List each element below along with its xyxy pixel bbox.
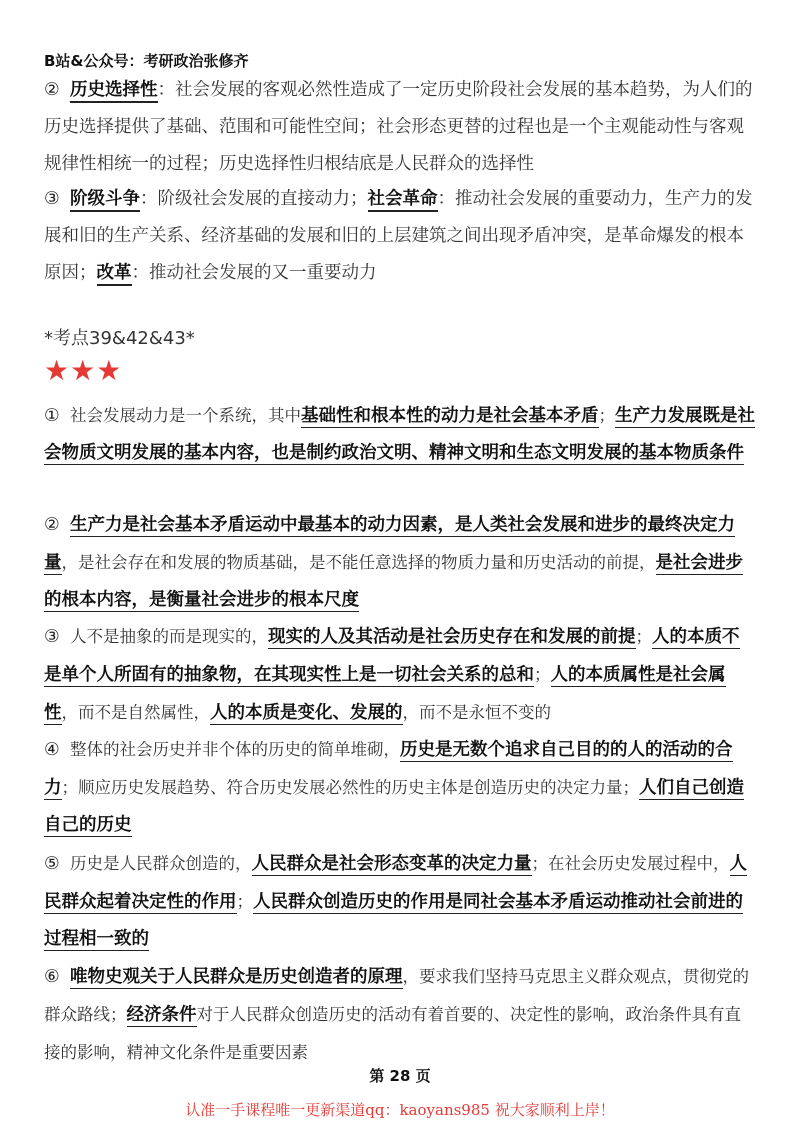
body-text: 对于人民群众创造历史的活动有着首要的、决定性的影响，政治条件具有直接的影响，精神文化条件是重要因素	[44, 1005, 741, 1062]
key-phrase: 历史选择性	[70, 80, 158, 103]
key-phrase: 经济条件	[126, 1005, 197, 1025]
body-text: ，而不是自然属性，	[61, 703, 210, 722]
body-text: ，而不是永恒不变的	[402, 703, 551, 722]
key-phrase: 人民群众创造历史的作用是同社会基本矛盾运动推动社会前进的过程相一致的	[44, 892, 743, 949]
item-number: ⑤	[44, 854, 60, 874]
key-phrase: 生产力是社会基本矛盾运动中最基本的动力因素，是人类社会发展和进步的最终决定力量	[44, 515, 735, 573]
item-number: ②	[44, 80, 60, 100]
key-phrase: 改革	[97, 263, 132, 286]
point-6-mass-viewpoint	[44, 958, 756, 1072]
page-header: B站&公众号：考研政治张修齐	[44, 52, 249, 70]
point-2-productive-forces	[44, 507, 756, 619]
body-text: ，要求我们坚持马克思主义群众观点，贯彻党的群众路线；	[44, 967, 749, 1024]
item-number: ③	[44, 627, 60, 647]
point-historical-choice	[44, 72, 756, 183]
item-number: ⑥	[44, 967, 60, 987]
body-text: ；顺应历史发展趋势、符合历史发展必然性的历史主体是创造历史的决定力量；	[61, 778, 639, 797]
body-text: ；	[598, 406, 615, 425]
body-text: ；	[534, 665, 551, 684]
point-1-social-dynamics	[44, 397, 756, 472]
point-3-human-essence	[44, 618, 756, 732]
key-phrase: 生产力发展既是社会物质文明发展的基本内容，也是制约政治文明、精神文明和生态文明发展的基本物质条件	[44, 406, 755, 463]
body-text: 整体的社会历史并非个体的历史的简单堆砌，	[70, 740, 400, 759]
point-4-history-resultant	[44, 731, 756, 844]
body-text: ；在社会历史发展过程中，	[531, 854, 730, 873]
key-phrase: 历史是无数个追求自己目的的人的活动的合力	[44, 740, 733, 798]
item-number: ④	[44, 740, 60, 760]
importance-stars: ★★★	[44, 354, 123, 387]
point-5-masses-create-history	[44, 845, 756, 958]
key-phrase: 基础性和根本性的动力是社会基本矛盾	[301, 406, 599, 426]
key-phrase: 唯物史观关于人民群众是历史创造者的原理	[70, 967, 403, 987]
body-text: 社会发展动力是一个系统，其中	[70, 406, 301, 425]
item-number: ①	[44, 406, 60, 426]
key-phrase: 现实的人及其活动是社会历史存在和发展的前提	[268, 627, 636, 647]
key-phrase: 人民群众是社会形态变革的决定力量	[251, 854, 532, 874]
item-number: ③	[44, 189, 60, 209]
body-text: ：社会发展的客观必然性造成了一定历史阶段社会发展的基本趋势，为人们的历史选择提供了基础、范围和可能性空间；社会形态更替的过程也是一个主观能动性与客观规律性相统一的过程；历史选择性归根结底是人民群众的选择性	[44, 80, 753, 174]
body-text: 历史是人民群众创造的，	[70, 854, 252, 873]
body-text: ：阶级社会发展的直接动力；	[140, 189, 368, 209]
key-phrase: 社会革命	[368, 189, 438, 212]
footer-notice: 认准一手课程唯一更新渠道qq：kaoyans985 祝大家顺利上岸！	[185, 1101, 615, 1119]
body-text: ；	[635, 627, 652, 646]
body-text: ：推动社会发展的又一重要动力	[131, 263, 377, 283]
item-number: ②	[44, 515, 60, 535]
key-phrase: 人的本质属性是社会属性	[44, 665, 726, 723]
body-text: ：推动社会发展的重要动力，生产力的发展和旧的生产关系、经济基础的发展和旧的上层建筑之间出现矛盾冲突，是革命爆发的根本原因；	[44, 189, 753, 283]
body-text: 人不是抽象的而是现实的，	[70, 627, 268, 646]
key-phrase: 是社会进步的根本内容，是衡量社会进步的根本尺度	[44, 553, 743, 610]
key-phrase: 人们自己创造自己的历史	[44, 778, 744, 835]
key-phrase: 阶级斗争	[70, 189, 140, 212]
key-phrase: 人民群众起着决定性的作用	[44, 854, 747, 912]
point-class-struggle	[44, 181, 756, 292]
page-number: 第 28 页	[369, 1067, 431, 1085]
key-phrase: 人的本质是变化、发展的	[210, 703, 403, 723]
body-text: ，是社会存在和发展的物质基础，是不能任意选择的物质力量和历史活动的前提，	[61, 553, 656, 572]
exam-point-tag: *考点39&42&43*	[44, 328, 195, 349]
body-text: ；	[236, 892, 253, 911]
key-phrase: 人的本质不是单个人所固有的抽象物，在其现实性上是一切社会关系的总和	[44, 627, 740, 685]
